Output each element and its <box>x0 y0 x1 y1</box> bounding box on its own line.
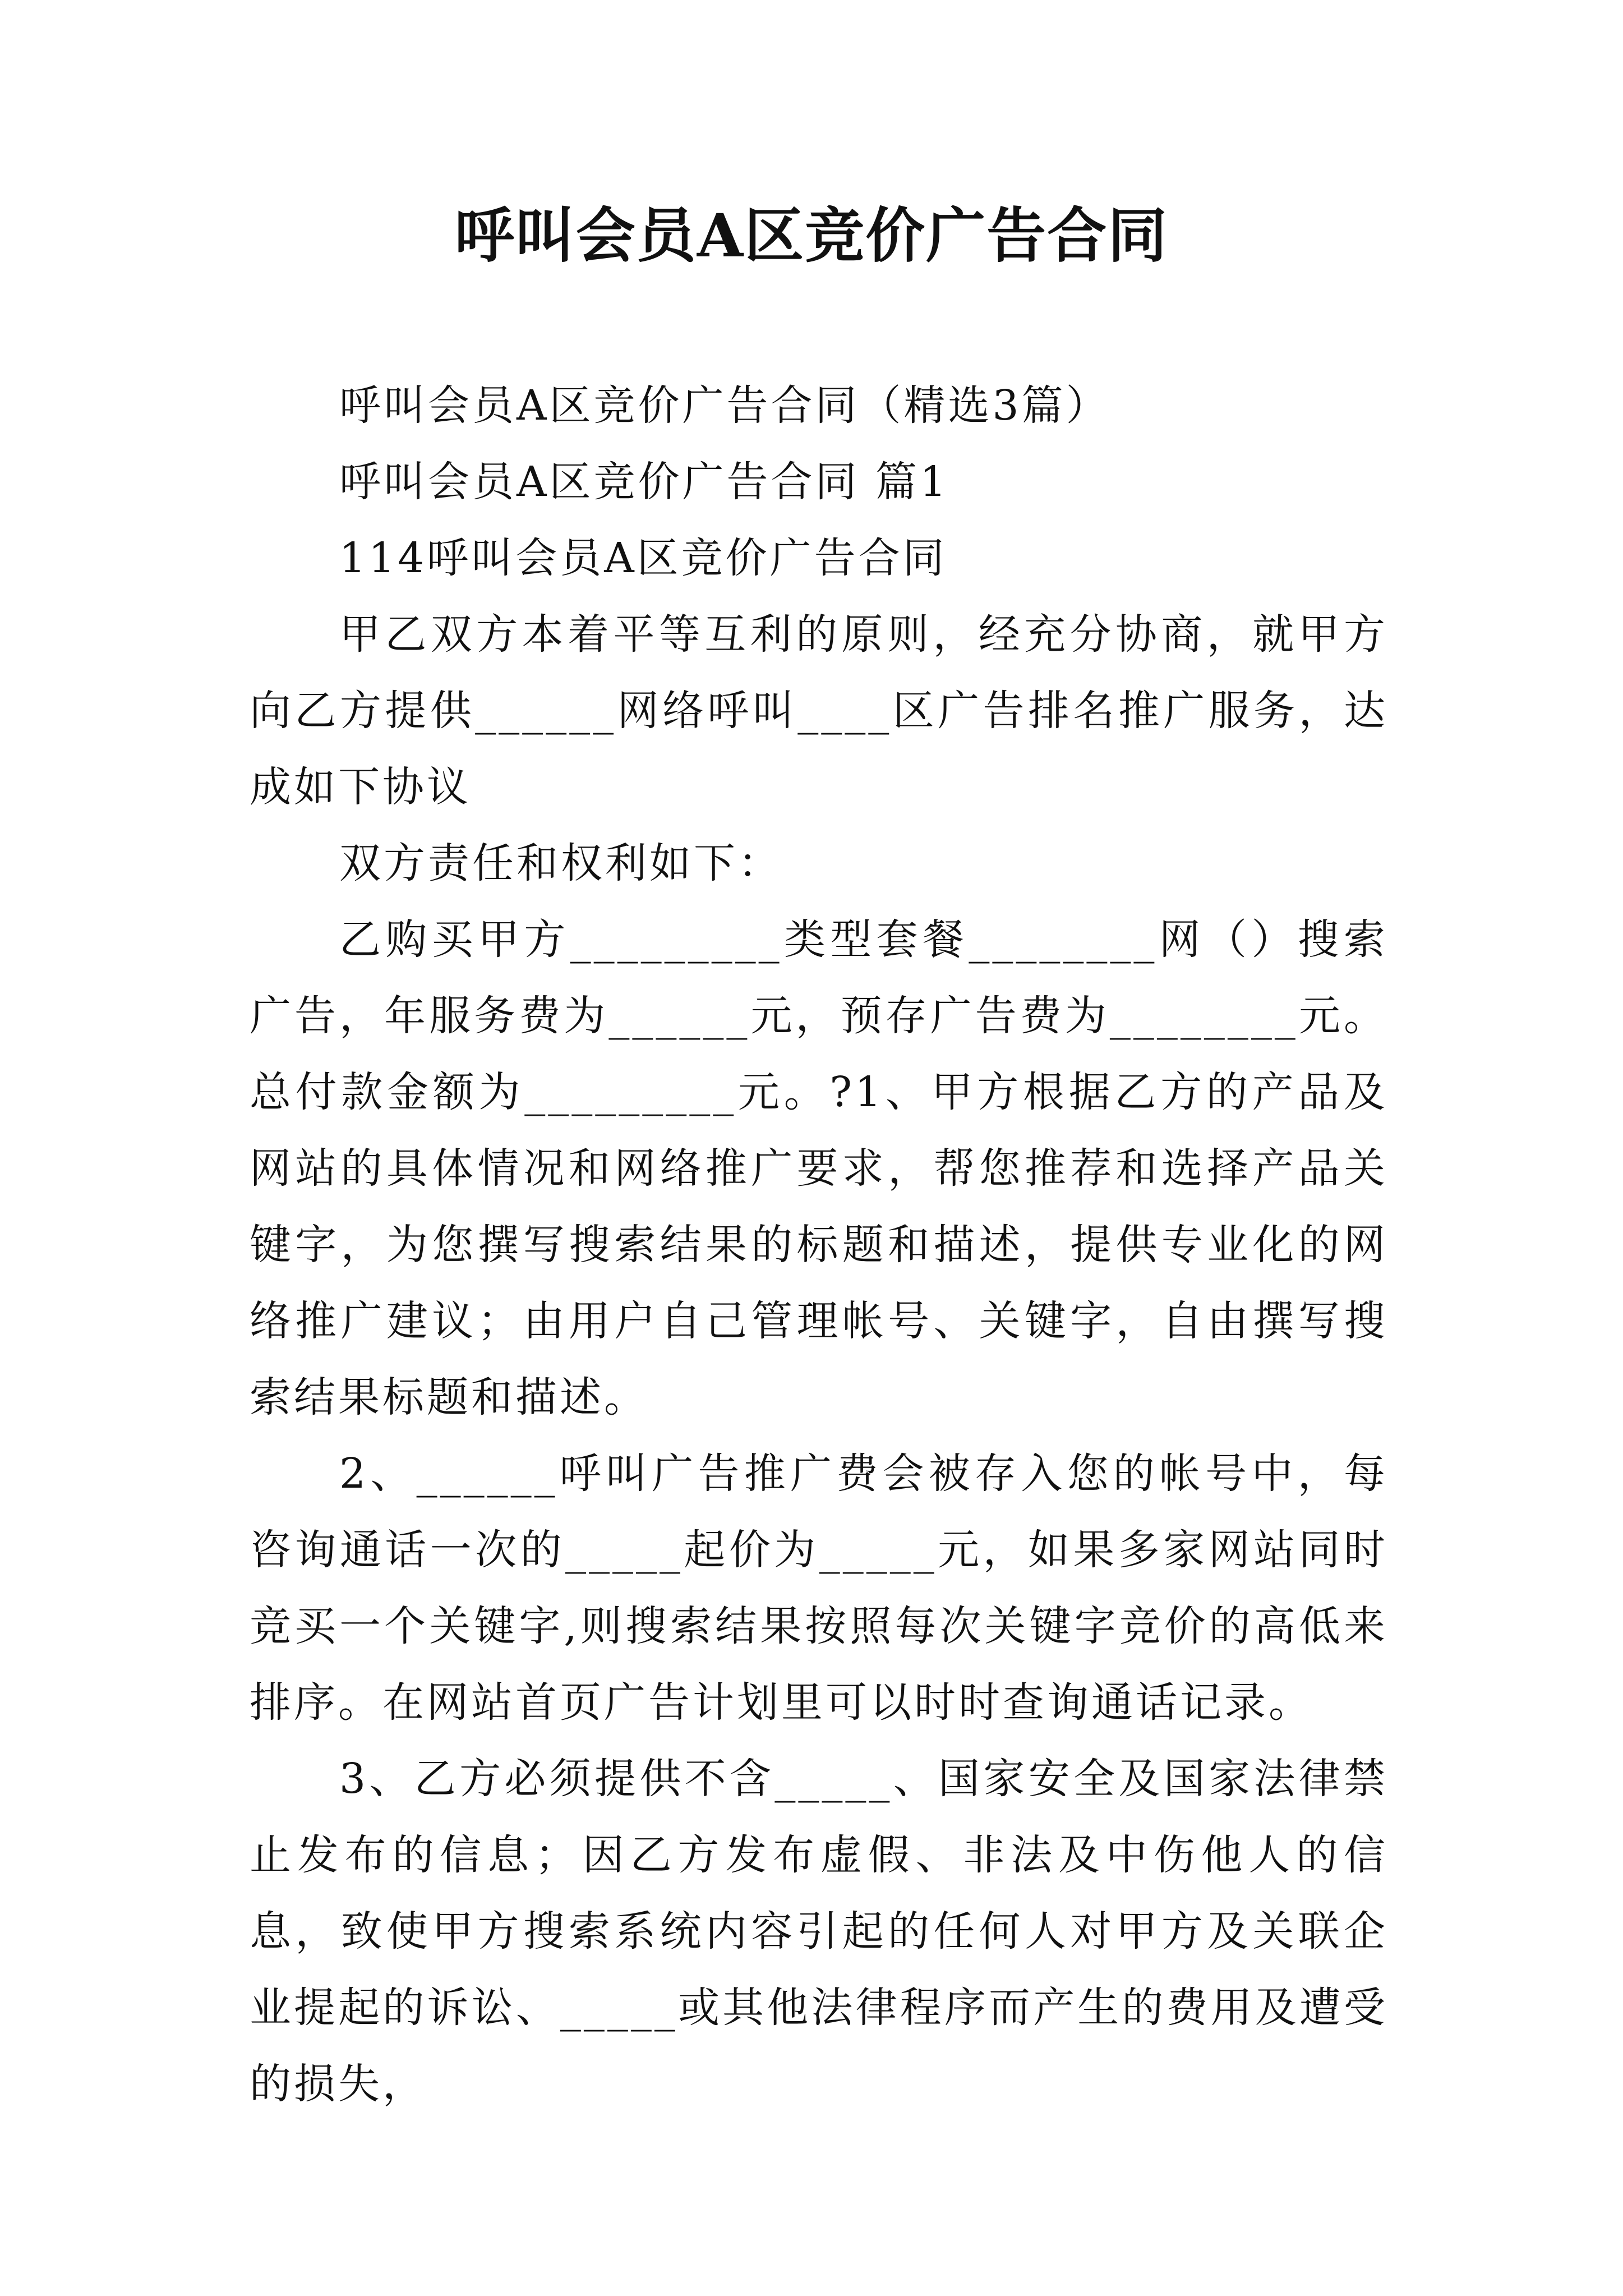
body-paragraph: 双方责任和权利如下： <box>339 839 782 887</box>
contract-name: 114呼叫会员A区竞价广告合同 <box>339 534 947 582</box>
body-paragraph: 乙购买甲方_________类型套餐________网（）搜索广告，年服务费为______元，预存广告费为________元。总付款金额为_________元。?1、甲方根据乙方的产品及网站的具体情况和网络推广要求，帮您推荐和选择产品关键字，为您撰写搜索结果的标题和描述，提供专业化的网络推广建议；由用户自己管理帐号、关键字，自由撰写搜索结果标题和描述。 <box>250 915 1388 1421</box>
document-body <box>250 367 1388 2122</box>
body-paragraph: 甲乙双方本着平等互利的原则，经充分协商，就甲方向乙方提供______网络呼叫____区广告排名推广服务，达成如下协议 <box>250 610 1388 811</box>
body-paragraph: 2、______呼叫广告推广费会被存入您的帐号中，每咨询通话一次的_____起价为_____元，如果多家网站同时竞买一个关键字,则搜索结果按照每次关键字竞价的高低来排序。在网站首页广告计划里可以时时查询通话记录。 <box>250 1450 1388 1727</box>
collection-heading: 呼叫会员A区竞价广告合同（精选3篇） <box>339 381 1110 430</box>
document-title: 呼叫会员A区竞价广告合同 <box>454 200 1169 270</box>
section-heading: 呼叫会员A区竞价广告合同 篇1 <box>339 458 949 506</box>
body-paragraph: 3、乙方必须提供不含_____、国家安全及国家法律禁止发布的信息；因乙方发布虚假、非法及中伤他人的信息，致使甲方搜索系统内容引起的任何人对甲方及关联企业提起的诉讼、_____或其他法律程序而产生的费用及遭受的损失， <box>250 1755 1388 2108</box>
